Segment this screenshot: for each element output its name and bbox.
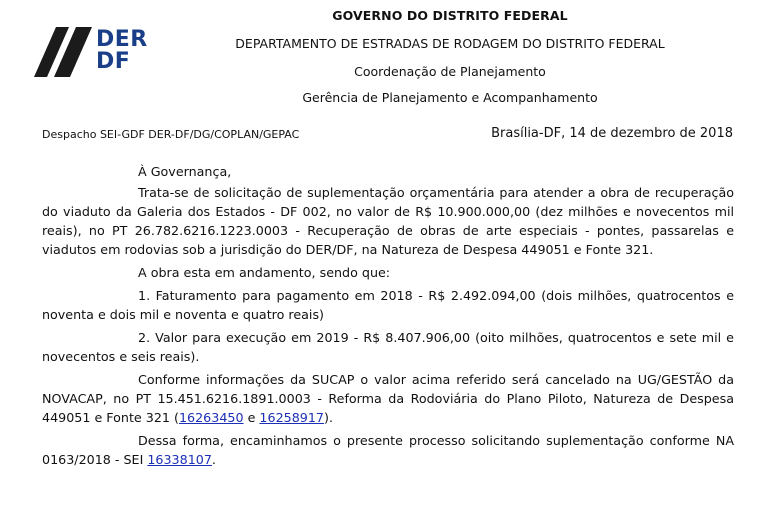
paragraph-forwarding-text: Dessa forma, encaminhamos o presente processo solicitando suplementação conforme NA 0163/2018 - SEI: [42, 433, 734, 467]
salutation: À Governança,: [138, 164, 232, 179]
sei-link-16258917[interactable]: 16258917: [259, 410, 324, 425]
department-title: DEPARTAMENTO DE ESTRADAS DE RODAGEM DO DISTRITO FEDERAL: [235, 36, 665, 51]
paragraph-forwarding: [42, 431, 734, 469]
document-date: Brasília-DF, 14 de dezembro de 2018: [491, 126, 733, 141]
paragraph-sucap-end: ).: [324, 410, 333, 425]
management-title: Gerência de Planejamento e Acompanhamento: [302, 90, 598, 105]
government-title: GOVERNO DO DISTRITO FEDERAL: [332, 8, 568, 23]
logo-line-df: DF: [96, 49, 131, 74]
list-item-execution-2019: 2. Valor para execução em 2019 - R$ 8.407.906,00 (oito milhões, quatrocentos e sete mil e novecentos e seis reais).: [42, 330, 734, 364]
paragraph-sucap: [42, 370, 734, 427]
sei-link-16263450[interactable]: 16263450: [178, 410, 244, 425]
road-logo-icon: [34, 26, 98, 80]
document-body: [42, 162, 734, 473]
paragraph-sucap-text: Conforme informações da SUCAP o valor acima referido será cancelado na UG/GESTÃO da NOVACAP, no PT 15.451.6216.1891.0003 - Reforma da Rodoviária do Plano Piloto, Natureza de Despesa 449051 e Fonte 321 (: [42, 372, 734, 425]
coordination-title: Coordenação de Planejamento: [354, 64, 546, 79]
list-item-billing-2018: 1. Faturamento para pagamento em 2018 - R$ 2.492.094,00 (dois milhões, quatrocentos e noventa e dois mil e noventa e quatro reais): [42, 288, 734, 322]
paragraph-work-status: A obra esta em andamento, sendo que:: [138, 265, 391, 280]
link-separator: e: [243, 410, 260, 425]
logo-text: [96, 29, 148, 73]
logo-line-der: DER: [96, 27, 148, 52]
der-df-logo: [34, 26, 184, 80]
paragraph-request: Trata-se de solicitação de suplementação orçamentária para atender a obra de recuperação do viaduto da Galeria dos Estados - DF 002, no valor de R$ 10.900.000,00 (dez milhões e novecentos mil reais), no PT 26.782.6216.1223.0003 - Recuperação de obras de arte especiais - pontes, passarelas e viadutos em rodovias sob a jurisdição do DER/DF, na Natureza de Despesa 449051 e Fonte 321.: [42, 185, 734, 257]
despacho-reference: Despacho SEI-GDF DER-DF/DG/COPLAN/GEPAC: [42, 128, 300, 141]
paragraph-forwarding-end: .: [211, 452, 216, 467]
sei-link-16338107[interactable]: 16338107: [147, 452, 212, 467]
